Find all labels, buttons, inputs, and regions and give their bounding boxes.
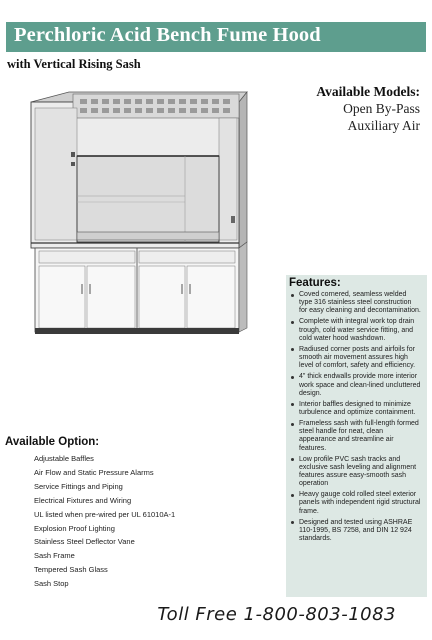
feature-item: Designed and tested using ASHRAE 110-1995, BS 7258, and DIN 12 924 standards. [289, 519, 421, 543]
option-item: Air Flow and Static Pressure Alarms [34, 467, 154, 477]
option-item: Electrical Fixtures and Wiring [34, 495, 132, 505]
options-section [5, 436, 175, 591]
option-item: Service Fittings and Piping [34, 481, 123, 491]
option-item: Sash Stop [34, 579, 69, 589]
option-item: Stainless Steel Deflector Vane [34, 537, 135, 547]
feature-item: Interior baffles designed to minimize turbulence and optimize containment. [289, 401, 421, 417]
option-item: Sash Frame [34, 551, 75, 561]
features-list [289, 291, 421, 543]
available-models [316, 83, 420, 134]
title-bar [6, 22, 426, 52]
feature-item: Low profile PVC sash tracks and exclusive sash leveling and alignment features assure easy-smooth sash operation [289, 456, 421, 488]
fume-hood-illustration [25, 88, 265, 338]
feature-item: Coved cornered, seamless welded type 316 stainless steel construction for easy cleaning and decontamination. [289, 291, 421, 315]
feature-item: Frameless sash with full-length formed steel handle for neat, clean appearance and streamline air features. [289, 420, 421, 452]
option-item: Explosion Proof Lighting [34, 523, 115, 533]
option-item: UL listed when pre-wired per UL 61010A-1 [34, 509, 176, 519]
page-subtitle: with Vertical Rising Sash [7, 57, 141, 71]
toll-free-phone: Toll Free 1-800-803-1083 [157, 604, 396, 625]
features-panel [286, 275, 427, 597]
model-item: Open By-Pass [343, 101, 420, 116]
option-item: Tempered Sash Glass [34, 565, 108, 575]
model-item: Auxiliary Air [347, 118, 420, 133]
models-heading: Available Models: [316, 84, 420, 99]
page-title: Perchloric Acid Bench Fume Hood [14, 24, 321, 46]
feature-item: Complete with integral work top drain trough, cold water service fitting, and cold water hood washdown. [289, 318, 421, 342]
option-item: Adjustable Baffles [34, 454, 94, 463]
features-heading: Features: [289, 277, 341, 289]
options-heading: Available Option: [5, 436, 100, 448]
feature-item: Heavy gauge cold rolled steel exterior panels with independent rigid structural frame. [289, 491, 421, 515]
feature-item: 4" thick endwalls provide more interior work space and clean-lined uncluttered design. [289, 373, 421, 397]
feature-item: Radiused corner posts and airfoils for smooth air movement assures high level of comfort, safety and efficiency. [289, 346, 421, 370]
options-list [5, 452, 175, 591]
